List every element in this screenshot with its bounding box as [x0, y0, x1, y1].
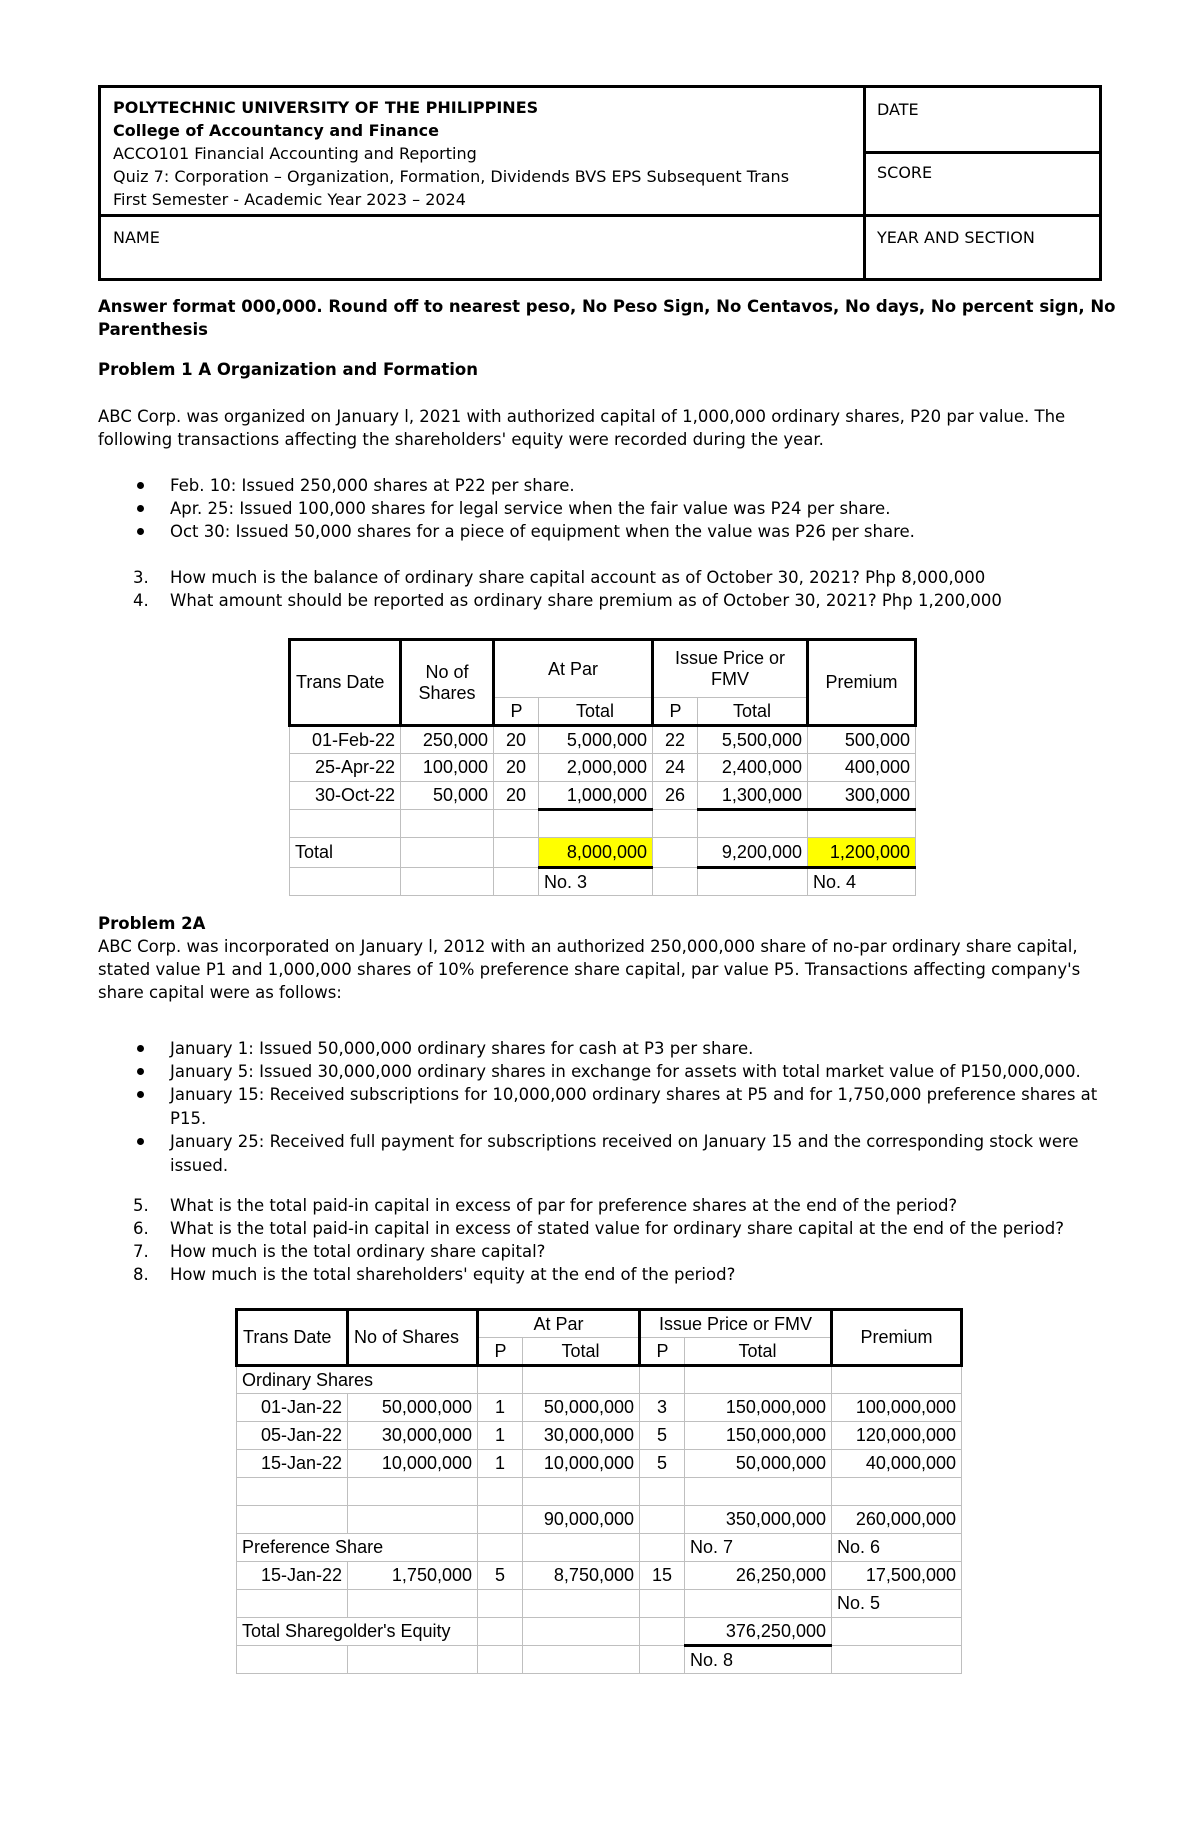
problem1-intro-line-2: following transactions affecting the shareholders' equity were recorded during the year.	[98, 430, 824, 449]
quiz-title: Quiz 7: Corporation – Organization, Formation, Dividends BVS EPS Subsequent Trans	[113, 167, 790, 186]
header-at-par: At Par	[494, 640, 653, 698]
table-row-total	[290, 838, 916, 868]
cell-date: 05-Jan-22	[237, 1422, 348, 1450]
header-premium: Premium	[832, 1310, 962, 1366]
table-row	[237, 1422, 962, 1450]
header-total: Total	[698, 698, 808, 726]
cell-premium: 400,000	[808, 754, 916, 782]
cell-par-total: 8,750,000	[523, 1562, 640, 1590]
header-trans-date: Trans Date	[290, 640, 401, 726]
table-row	[237, 1394, 962, 1422]
cell-price: 22	[653, 726, 698, 754]
table-row-empty	[290, 810, 916, 838]
cell-shares: 50,000	[401, 782, 494, 810]
cell-price: 5	[640, 1422, 685, 1450]
cell-shares: 1,750,000	[348, 1562, 478, 1590]
bullet-icon	[137, 1138, 144, 1145]
cell-premium: 40,000,000	[832, 1450, 962, 1478]
table-row-section	[237, 1534, 962, 1562]
problem2-bullet: January 15: Received subscriptions for 10,000,000 ordinary shares at P5 and for 1,750,000 preference shares at P15.	[170, 1085, 1098, 1128]
cell-date: 01-Jan-22	[237, 1394, 348, 1422]
section-preference-share: Preference Share	[237, 1534, 478, 1562]
question-text: What is the total paid-in capital in excess of stated value for ordinary share capital at the end of the period?	[170, 1219, 1064, 1238]
cell-par-total: 10,000,000	[523, 1450, 640, 1478]
cell-shares: 50,000,000	[348, 1394, 478, 1422]
cell-par: 1	[478, 1450, 523, 1478]
table-row-equity	[237, 1618, 962, 1646]
problem2-table	[235, 1308, 963, 1674]
cell-par-total: 30,000,000	[523, 1422, 640, 1450]
problem1-bullet: Oct 30: Issued 50,000 shares for a piece of equipment when the value was P26 per share.	[170, 522, 915, 541]
table-row	[237, 1562, 962, 1590]
course-title: ACCO101 Financial Accounting and Reporting	[113, 144, 477, 163]
problem1-bullet: Apr. 25: Issued 100,000 shares for legal service when the fair value was P24 per share.	[170, 499, 891, 518]
header-p: P	[653, 698, 698, 726]
cell-par-total: 1,000,000	[539, 782, 653, 810]
header-p: P	[478, 1338, 523, 1366]
header-issue-price	[653, 640, 808, 698]
instructions-line-1: Answer format 000,000. Round off to nearest peso, No Peso Sign, No Centavos, No days, No percent sign, No	[98, 297, 1116, 316]
problem2-bullet: January 25: Received full payment for subscriptions received on January 15 and the corresponding stock were issued.	[170, 1132, 1079, 1175]
cell-par-total: 5,000,000	[539, 726, 653, 754]
table-row-empty	[237, 1478, 962, 1506]
cell-premium: 120,000,000	[832, 1422, 962, 1450]
problem1-title: Problem 1 A Organization and Formation	[98, 360, 478, 379]
total-par: 8,000,000	[539, 838, 653, 868]
cell-par: 20	[494, 754, 539, 782]
header-divider-right	[863, 151, 1102, 154]
cell-price: 5	[640, 1450, 685, 1478]
problem2-bullet: January 5: Issued 30,000,000 ordinary shares in exchange for assets with total market value of P150,000,000.	[170, 1062, 1081, 1081]
header-p: P	[494, 698, 539, 726]
bullet-icon	[137, 482, 144, 489]
table-row-answer-labels	[237, 1646, 962, 1674]
header-total: Total	[523, 1338, 640, 1366]
cell-price-total: 50,000,000	[685, 1450, 832, 1478]
problem2-intro-line-2: stated value P1 and 1,000,000 shares of 10% preference share capital, par value P5. Transactions affecting company's	[98, 960, 1081, 979]
cell-price: 26	[653, 782, 698, 810]
cell-date: 01-Feb-22	[290, 726, 401, 754]
answer-label-no3: No. 3	[539, 868, 653, 896]
answer-label-no7: No. 7	[685, 1534, 832, 1562]
year-section-field-label: YEAR AND SECTION	[877, 228, 1035, 247]
bullet-icon	[137, 505, 144, 512]
answer-label-no4: No. 4	[808, 868, 916, 896]
problem1-bullet: Feb. 10: Issued 250,000 shares at P22 per share.	[170, 476, 575, 495]
section-ordinary-shares: Ordinary Shares	[237, 1366, 478, 1394]
cell-par-total: 50,000,000	[523, 1394, 640, 1422]
score-field-label: SCORE	[877, 163, 933, 182]
header-box	[98, 85, 1102, 281]
name-field-label: NAME	[113, 228, 160, 247]
problem2-intro-line-3: share capital were as follows:	[98, 983, 342, 1002]
cell-price: 15	[640, 1562, 685, 1590]
total-label: Total	[290, 838, 401, 868]
question-text: What is the total paid-in capital in excess of par for preference shares at the end of the period?	[170, 1196, 958, 1215]
subtotal-premium: 260,000,000	[832, 1506, 962, 1534]
subtotal-par: 90,000,000	[523, 1506, 640, 1534]
question-number: 7.	[133, 1242, 149, 1261]
header-no-of-shares-line-2: Shares	[418, 682, 476, 703]
cell-par: 20	[494, 782, 539, 810]
header-trans-date: Trans Date	[237, 1310, 348, 1366]
total-price: 9,200,000	[698, 838, 808, 868]
question-number: 4.	[133, 591, 149, 610]
header-p: P	[640, 1338, 685, 1366]
bullet-icon	[137, 1068, 144, 1075]
header-issue-price-line-1: Issue Price or	[674, 648, 786, 668]
header-at-par: At Par	[478, 1310, 640, 1338]
cell-par: 20	[494, 726, 539, 754]
cell-par: 1	[478, 1422, 523, 1450]
cell-date: 25-Apr-22	[290, 754, 401, 782]
college-name: College of Accountancy and Finance	[113, 121, 439, 140]
semester-label: First Semester - Academic Year 2023 – 2024	[113, 190, 466, 209]
cell-par-total: 2,000,000	[539, 754, 653, 782]
answer-label-no6: No. 6	[832, 1534, 962, 1562]
question-text: How much is the total ordinary share capital?	[170, 1242, 546, 1261]
instructions-line-2: Parenthesis	[98, 320, 208, 339]
header-total: Total	[685, 1338, 832, 1366]
question-number: 5.	[133, 1196, 149, 1215]
total-premium: 1,200,000	[808, 838, 916, 868]
subtotal-price: 350,000,000	[685, 1506, 832, 1534]
header-no-of-shares	[401, 640, 494, 726]
table-row	[290, 754, 916, 782]
answer-label-no5: No. 5	[832, 1590, 962, 1618]
bullet-icon	[137, 528, 144, 535]
question-text: How much is the balance of ordinary share capital account as of October 30, 2021? Php 8,000,000	[170, 568, 986, 587]
question-text: How much is the total shareholders' equity at the end of the period?	[170, 1265, 736, 1284]
problem2-bullet: January 1: Issued 50,000,000 ordinary shares for cash at P3 per share.	[170, 1039, 754, 1058]
table-row	[290, 782, 916, 810]
cell-shares: 10,000,000	[348, 1450, 478, 1478]
problem1-intro-line-1: ABC Corp. was organized on January l, 2021 with authorized capital of 1,000,000 ordinary shares, P20 par value. The	[98, 407, 1066, 426]
cell-date: 15-Jan-22	[237, 1450, 348, 1478]
table-row	[237, 1450, 962, 1478]
equity-label: Total Sharegolder's Equity	[237, 1618, 478, 1646]
cell-par: 5	[478, 1562, 523, 1590]
cell-price-total: 5,500,000	[698, 726, 808, 754]
cell-shares: 100,000	[401, 754, 494, 782]
cell-premium: 500,000	[808, 726, 916, 754]
cell-price: 24	[653, 754, 698, 782]
table-row-subtotal	[237, 1506, 962, 1534]
question-number: 6.	[133, 1219, 149, 1238]
cell-par: 1	[478, 1394, 523, 1422]
header-total: Total	[539, 698, 653, 726]
cell-premium: 17,500,000	[832, 1562, 962, 1590]
cell-price-total: 26,250,000	[685, 1562, 832, 1590]
cell-premium: 300,000	[808, 782, 916, 810]
question-number: 8.	[133, 1265, 149, 1284]
cell-shares: 250,000	[401, 726, 494, 754]
question-text: What amount should be reported as ordinary share premium as of October 30, 2021? Php 1,200,000	[170, 591, 1002, 610]
cell-shares: 30,000,000	[348, 1422, 478, 1450]
equity-total: 376,250,000	[685, 1618, 832, 1646]
cell-price-total: 1,300,000	[698, 782, 808, 810]
header-divider-vertical	[863, 88, 866, 278]
header-no-of-shares: No of Shares	[348, 1310, 478, 1366]
cell-premium: 100,000,000	[832, 1394, 962, 1422]
question-number: 3.	[133, 568, 149, 587]
problem2-title: Problem 2A	[98, 914, 206, 933]
bullet-icon	[137, 1091, 144, 1098]
cell-price-total: 2,400,000	[698, 754, 808, 782]
problem1-table	[288, 638, 917, 896]
problem2-intro-line-1: ABC Corp. was incorporated on January l, 2012 with an authorized 250,000,000 share of no-par ordinary share capital,	[98, 937, 1078, 956]
header-divider-horizontal	[101, 214, 1099, 217]
table-row-answer-labels	[290, 868, 916, 896]
cell-date: 30-Oct-22	[290, 782, 401, 810]
university-name: POLYTECHNIC UNIVERSITY OF THE PHILIPPINES	[113, 98, 539, 117]
header-premium: Premium	[808, 640, 916, 726]
cell-price: 3	[640, 1394, 685, 1422]
table-row-answer-labels	[237, 1590, 962, 1618]
header-issue-price: Issue Price or FMV	[640, 1310, 832, 1338]
cell-date: 15-Jan-22	[237, 1562, 348, 1590]
table-row-section	[237, 1366, 962, 1394]
bullet-icon	[137, 1045, 144, 1052]
cell-price-total: 150,000,000	[685, 1422, 832, 1450]
cell-price-total: 150,000,000	[685, 1394, 832, 1422]
answer-label-no8: No. 8	[685, 1646, 832, 1674]
table-row	[290, 726, 916, 754]
header-issue-price-line-2: FMV	[711, 669, 749, 689]
header-no-of-shares-line-1: No of	[425, 661, 469, 682]
date-field-label: DATE	[877, 100, 919, 119]
